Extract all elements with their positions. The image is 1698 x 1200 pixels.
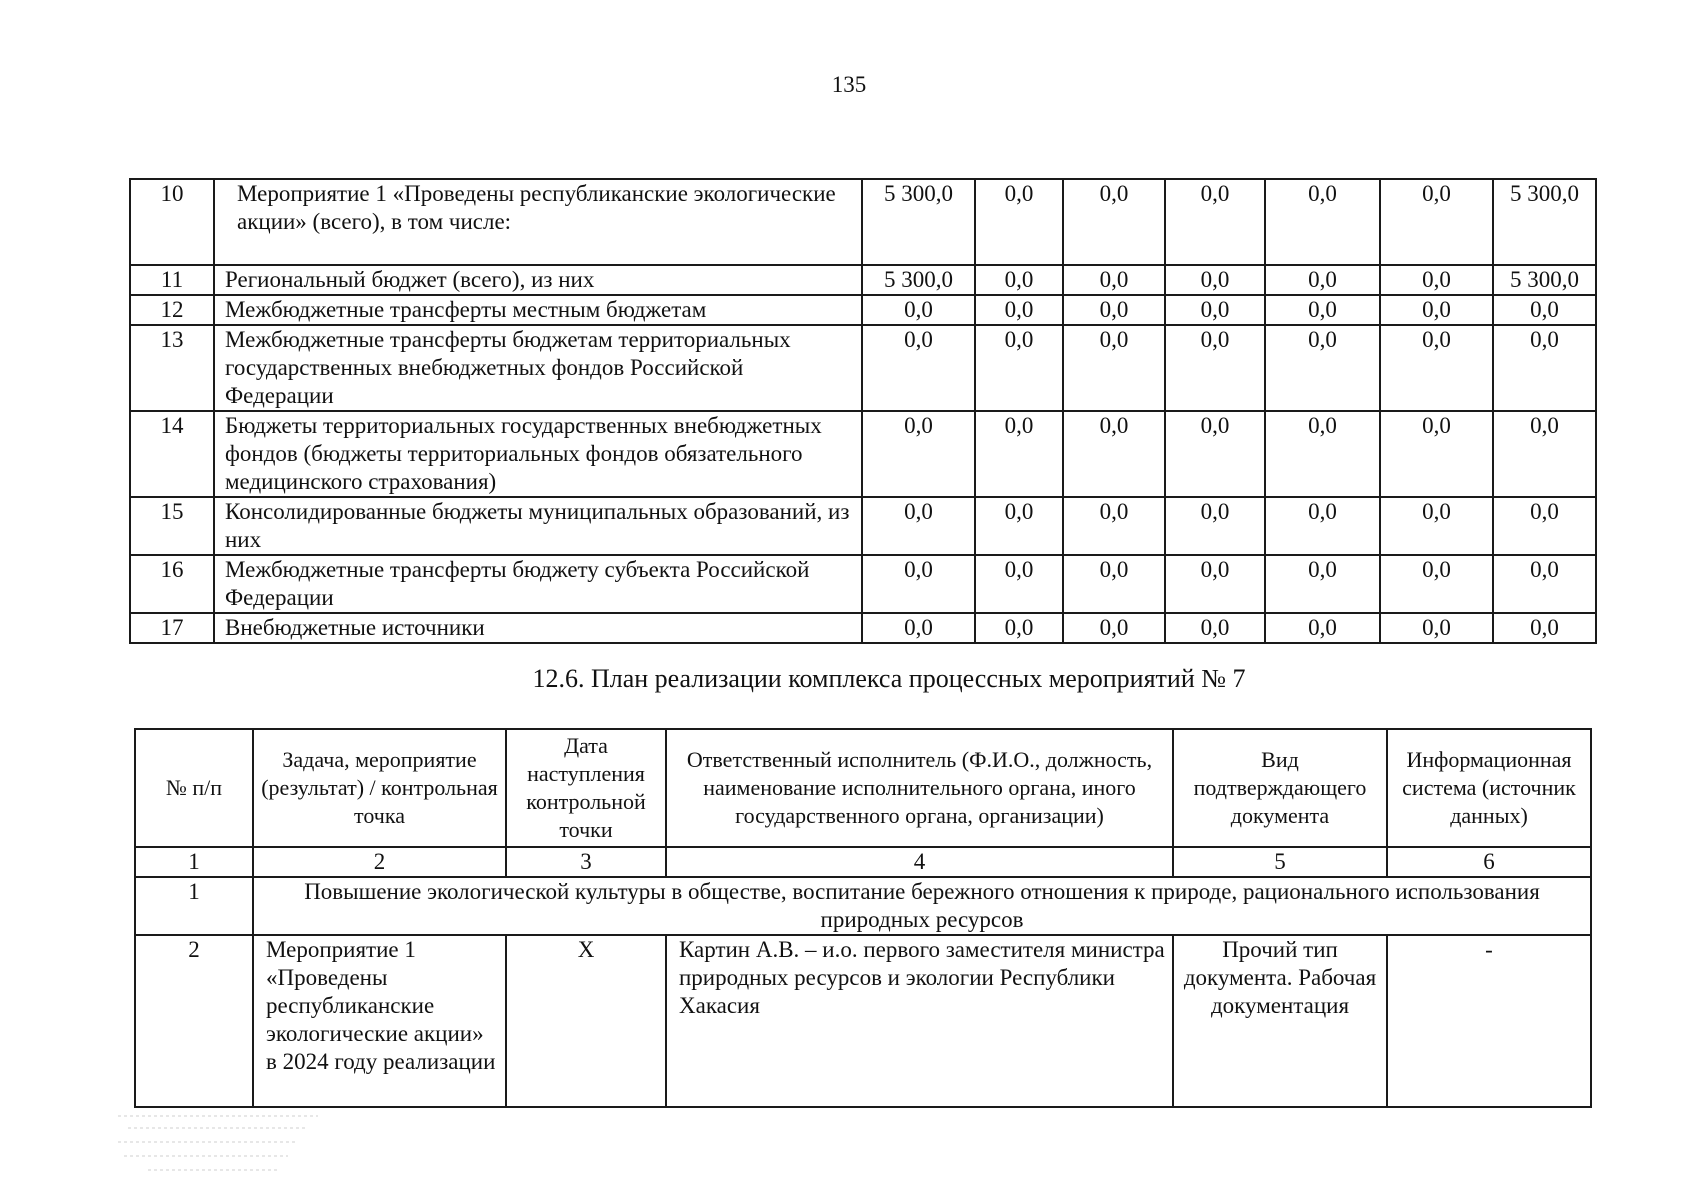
column-number-1: 1 xyxy=(135,847,253,877)
header-task: Задача, мероприятие (результат) / контрольная точка xyxy=(253,729,506,847)
funding-value-cell: 0,0 xyxy=(1063,497,1165,555)
funding-row-number: 17 xyxy=(130,613,214,643)
funding-value-cell: 0,0 xyxy=(1165,265,1265,295)
plan-activity-row xyxy=(135,935,1591,1107)
funding-value-cell: 0,0 xyxy=(1265,265,1380,295)
funding-value-cell: 0,0 xyxy=(1380,325,1493,411)
funding-value-cell: 0,0 xyxy=(1265,295,1380,325)
funding-value-cell: 0,0 xyxy=(1165,497,1265,555)
funding-value-cell: 0,0 xyxy=(1165,179,1265,265)
funding-row xyxy=(130,613,1596,643)
faint-stamp-mark xyxy=(108,1108,328,1178)
funding-value-cell: 0,0 xyxy=(1493,295,1596,325)
activity-date: X xyxy=(506,935,666,1107)
funding-row xyxy=(130,179,1596,265)
funding-row-number: 15 xyxy=(130,497,214,555)
funding-value-cell: 0,0 xyxy=(1165,295,1265,325)
funding-value-cell: 0,0 xyxy=(1165,325,1265,411)
funding-value-cell: 0,0 xyxy=(862,325,975,411)
column-number-6: 6 xyxy=(1387,847,1591,877)
funding-value-cell: 0,0 xyxy=(1063,555,1165,613)
plan-column-numbers-row xyxy=(135,847,1591,877)
page-number: 135 xyxy=(831,72,867,97)
funding-value-cell: 0,0 xyxy=(1380,613,1493,643)
funding-value-cell: 0,0 xyxy=(862,613,975,643)
funding-value-cell: 0,0 xyxy=(1380,265,1493,295)
funding-value-cell: 0,0 xyxy=(1380,555,1493,613)
funding-value-cell: 0,0 xyxy=(1493,497,1596,555)
funding-value-cell: 0,0 xyxy=(975,325,1063,411)
funding-value-cell: 0,0 xyxy=(1063,411,1165,497)
funding-value-cell: 0,0 xyxy=(1265,555,1380,613)
funding-value-cell: 0,0 xyxy=(1063,179,1165,265)
funding-row xyxy=(130,295,1596,325)
activity-num: 2 xyxy=(135,935,253,1107)
column-number-2: 2 xyxy=(253,847,506,877)
funding-value-cell: 5 300,0 xyxy=(1493,179,1596,265)
column-number-4: 4 xyxy=(666,847,1173,877)
funding-value-cell: 0,0 xyxy=(862,411,975,497)
funding-value-cell: 0,0 xyxy=(862,295,975,325)
funding-row-name: Консолидированные бюджеты муниципальных образований, из них xyxy=(214,497,862,555)
activity-system: - xyxy=(1387,935,1591,1107)
funding-value-cell: 0,0 xyxy=(1063,265,1165,295)
funding-value-cell: 0,0 xyxy=(1165,555,1265,613)
funding-value-cell: 0,0 xyxy=(1493,325,1596,411)
header-system: Информационная система (источник данных) xyxy=(1387,729,1591,847)
funding-value-cell: 0,0 xyxy=(1265,325,1380,411)
funding-value-cell: 0,0 xyxy=(1063,325,1165,411)
funding-value-cell: 0,0 xyxy=(1063,613,1165,643)
funding-value-cell: 0,0 xyxy=(862,497,975,555)
funding-row-name: Бюджеты территориальных государственных внебюджетных фондов (бюджеты территориальных фондов обязательного медицинского страхования) xyxy=(214,411,862,497)
funding-value-cell: 0,0 xyxy=(1265,613,1380,643)
task-row-num: 1 xyxy=(135,877,253,935)
funding-value-cell: 5 300,0 xyxy=(1493,265,1596,295)
section-heading: 12.6. План реализации комплекса процессных мероприятий № 7 xyxy=(532,664,1246,693)
funding-value-cell: 0,0 xyxy=(975,613,1063,643)
funding-row-name: Мероприятие 1 «Проведены республиканские экологические акции» (всего), в том числе: xyxy=(214,179,862,265)
funding-value-cell: 0,0 xyxy=(1265,497,1380,555)
plan-header-row xyxy=(135,729,1591,847)
funding-value-cell: 0,0 xyxy=(975,265,1063,295)
activity-task: Мероприятие 1 «Проведены республиканские экологические акции» в 2024 году реализации xyxy=(253,935,506,1107)
funding-row xyxy=(130,411,1596,497)
activity-document: Прочий тип документа. Рабочая документация xyxy=(1173,935,1387,1107)
funding-value-cell: 0,0 xyxy=(1063,295,1165,325)
funding-value-cell: 0,0 xyxy=(1493,613,1596,643)
funding-row-name: Внебюджетные источники xyxy=(214,613,862,643)
column-number-3: 3 xyxy=(506,847,666,877)
funding-row xyxy=(130,325,1596,411)
funding-row-number: 16 xyxy=(130,555,214,613)
funding-value-cell: 0,0 xyxy=(1165,613,1265,643)
funding-value-cell: 0,0 xyxy=(975,179,1063,265)
funding-value-cell: 0,0 xyxy=(1380,497,1493,555)
funding-row xyxy=(130,497,1596,555)
funding-value-cell: 0,0 xyxy=(975,497,1063,555)
funding-row-number: 10 xyxy=(130,179,214,265)
funding-value-cell: 0,0 xyxy=(1493,555,1596,613)
funding-row-name: Межбюджетные трансферты местным бюджетам xyxy=(214,295,862,325)
funding-value-cell: 0,0 xyxy=(1380,179,1493,265)
funding-row-number: 14 xyxy=(130,411,214,497)
funding-value-cell: 5 300,0 xyxy=(862,179,975,265)
funding-value-cell: 0,0 xyxy=(1493,411,1596,497)
funding-row-number: 12 xyxy=(130,295,214,325)
plan-table xyxy=(134,728,1592,1108)
funding-value-cell: 0,0 xyxy=(862,555,975,613)
funding-row xyxy=(130,265,1596,295)
funding-value-cell: 0,0 xyxy=(1380,295,1493,325)
header-document: Вид подтверждающего документа xyxy=(1173,729,1387,847)
funding-value-cell: 5 300,0 xyxy=(862,265,975,295)
funding-value-cell: 0,0 xyxy=(975,295,1063,325)
header-num: № п/п xyxy=(135,729,253,847)
funding-row-number: 13 xyxy=(130,325,214,411)
funding-table xyxy=(129,178,1597,644)
funding-value-cell: 0,0 xyxy=(1265,411,1380,497)
funding-value-cell: 0,0 xyxy=(975,411,1063,497)
funding-value-cell: 0,0 xyxy=(1165,411,1265,497)
funding-row-name: Межбюджетные трансферты бюджету субъекта Российской Федерации xyxy=(214,555,862,613)
header-executor: Ответственный исполнитель (Ф.И.О., должность, наименование исполнительного органа, иного государственного органа, организации) xyxy=(666,729,1173,847)
funding-value-cell: 0,0 xyxy=(1380,411,1493,497)
funding-row-name: Региональный бюджет (всего), из них xyxy=(214,265,862,295)
plan-task-row xyxy=(135,877,1591,935)
column-number-5: 5 xyxy=(1173,847,1387,877)
funding-row xyxy=(130,555,1596,613)
funding-row-name: Межбюджетные трансферты бюджетам территориальных государственных внебюджетных фондов Российской Федерации xyxy=(214,325,862,411)
activity-executor: Картин А.В. – и.о. первого заместителя министра природных ресурсов и экологии Республики Хакасия xyxy=(666,935,1173,1107)
funding-value-cell: 0,0 xyxy=(1265,179,1380,265)
header-date: Дата наступления контрольной точки xyxy=(506,729,666,847)
funding-value-cell: 0,0 xyxy=(975,555,1063,613)
task-row-text: Повышение экологической культуры в обществе, воспитание бережного отношения к природе, рационального использования природных ресурсов xyxy=(253,877,1591,935)
funding-row-number: 11 xyxy=(130,265,214,295)
